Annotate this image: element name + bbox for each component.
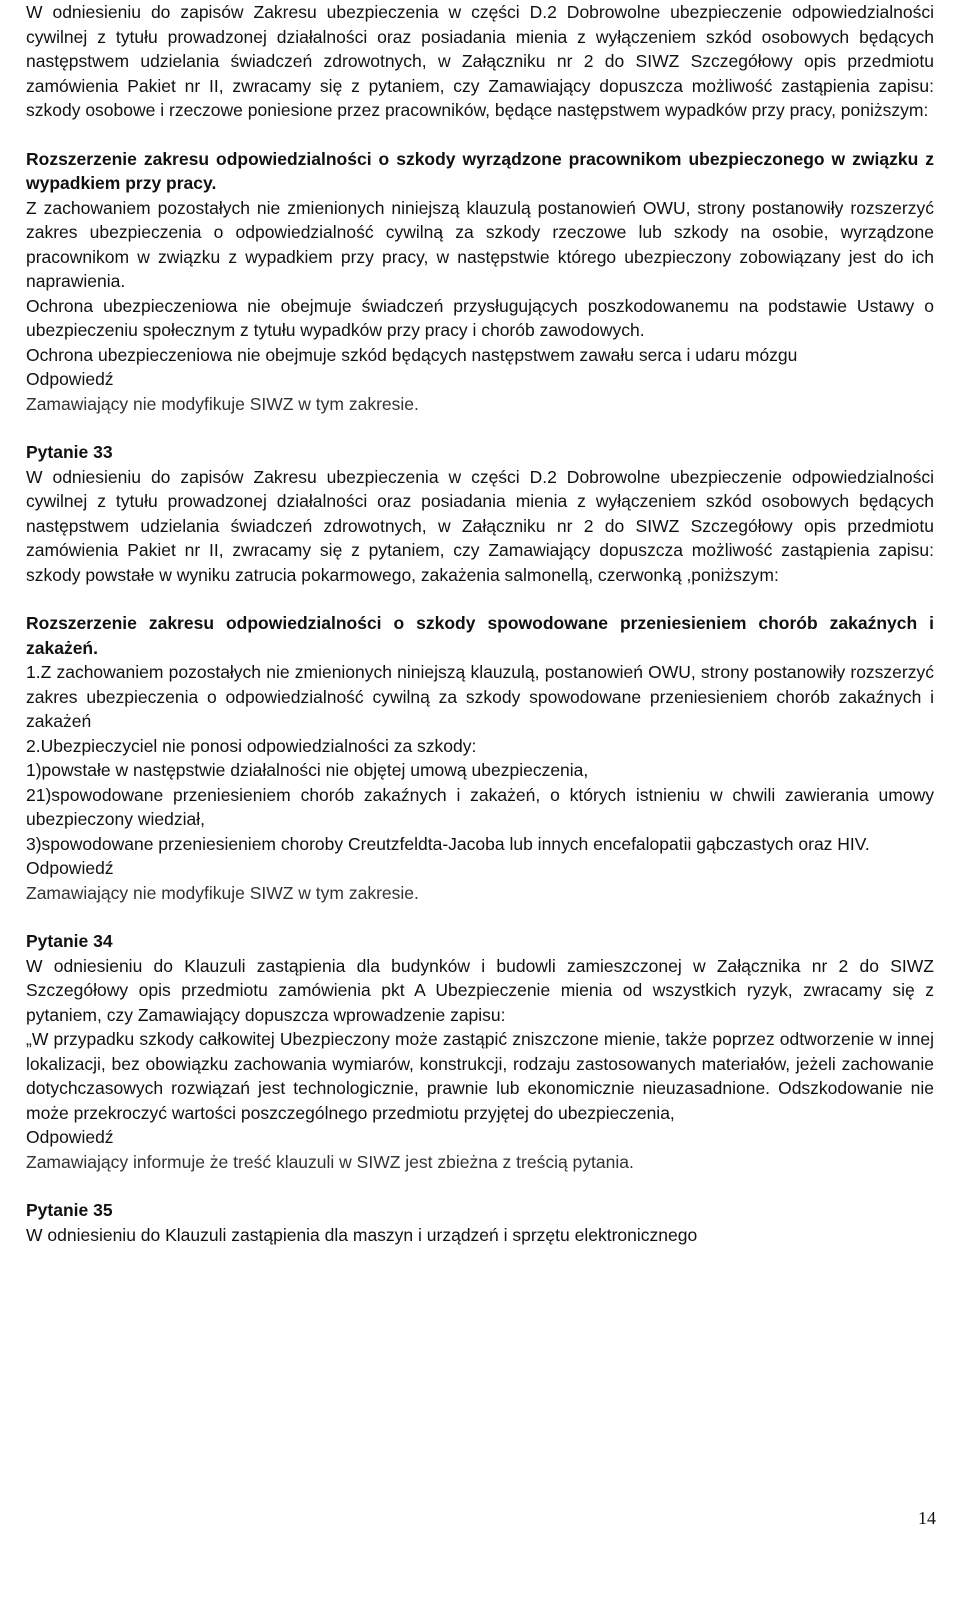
question-title: Pytanie 33: [26, 442, 113, 462]
answer-text: Zamawiający nie modyfikuje SIWZ w tym zakresie.: [26, 393, 419, 414]
paragraph: 2.Ubezpieczyciel nie ponosi odpowiedzialności za szkody:: [26, 735, 477, 756]
paragraph: W odniesieniu do Klauzuli zastąpienia dla maszyn i urządzeń i sprzętu elektronicznego: [26, 1224, 698, 1245]
paragraph: 3)spowodowane przeniesieniem choroby Creutzfeldta-Jacoba lub innych encefalopatii gąbczastych oraz HIV.: [26, 833, 870, 854]
paragraph: „W przypadku szkody całkowitej Ubezpieczony może zastąpić zniszczone mienie, także poprzez odtworzenie w innej lokalizacji, bez obowiązku zachowania wymiarów, konstrukcji, rodzaju zastosowanych materiałów, jeżeli zachowanie dotychczasowych rozwiązań jest technologicznie, prawnie lub ekonomicznie nieuzasadnione. Odszkodowanie nie może przekroczyć wartości poszczególnego przedmiotu przyjętej do ubezpieczenia,: [26, 1029, 934, 1123]
answer-label: Odpowiedź: [26, 369, 114, 389]
paragraph: 1.Z zachowaniem pozostałych nie zmienionych niniejszą klauzulą, postanowień OWU, strony postanowiły rozszerzyć zakres ubezpieczenia o odpowiedzialność cywilną za szkody spowodowane przeniesieniem chorób zakaźnych i zakażeń: [26, 662, 934, 731]
paragraph: Ochrona ubezpieczeniowa nie obejmuje szkód będących następstwem zawału serca i udaru mózgu: [26, 344, 798, 365]
question-title: Pytanie 34: [26, 931, 113, 951]
paragraph: Ochrona ubezpieczeniowa nie obejmuje świadczeń przysługujących poszkodowanemu na podstawie Ustawy o ubezpieczeniu społecznym z tytułu wypadków przy pracy i chorób zawodowych.: [26, 295, 934, 340]
paragraph: W odniesieniu do zapisów Zakresu ubezpieczenia w części D.2 Dobrowolne ubezpieczenie odpowiedzialności cywilnej z tytułu prowadzonej działalności oraz posiadania mienia z wyłączeniem szkód osobowych będących następstwem udzielania świadczeń zdrowotnych, w Załączniku nr 2 do SIWZ Szczegółowy opis przedmiotu zamówienia Pakiet nr II, zwracamy się z pytaniem, czy Zamawiający dopuszcza możliwość zastąpienia zapisu: szkody powstałe w wyniku zatrucia pokarmowego, zakażenia salmonellą, czerwonką ,poniższym:: [26, 466, 934, 585]
paragraph: 1)powstałe w następstwie działalności nie objętej umową ubezpieczenia,: [26, 760, 589, 780]
answer-label: Odpowiedź: [26, 1127, 114, 1147]
spacer: [26, 1174, 934, 1198]
paragraph: Z zachowaniem pozostałych nie zmienionych niniejszą klauzulą postanowień OWU, strony postanowiły rozszerzyć zakres ubezpieczenia o odpowiedzialność cywilną za szkody rzeczowe lub szkody na osobie, wyrządzone pracownikom w związku z wypadkiem przy pracy, w następstwie którego ubezpieczony zobowiązany jest do ich naprawienia.: [26, 197, 934, 291]
question-title: Pytanie 35: [26, 1200, 113, 1220]
clause-heading: Rozszerzenie zakresu odpowiedzialności o szkody wyrządzone pracownikom ubezpieczonego w związku z wypadkiem przy pracy.: [26, 148, 934, 193]
document-body: [26, 0, 934, 1247]
answer-text: Zamawiający nie modyfikuje SIWZ w tym zakresie.: [26, 882, 419, 903]
spacer: [26, 587, 934, 611]
paragraph: W odniesieniu do Klauzuli zastąpienia dla budynków i budowli zamieszczonej w Załącznika nr 2 do SIWZ Szczegółowy opis przedmiotu zamówienia pkt A Ubezpieczenie mienia od wszystkich ryzyk, zwracamy się z pytaniem, czy Zamawiający dopuszcza wprowadzenie zapisu:: [26, 955, 934, 1025]
paragraph: 21)spowodowane przeniesieniem chorób zakaźnych i zakażeń, o których istnieniu w chwili zawierania umowy ubezpieczony wiedział,: [26, 784, 934, 829]
clause-heading: Rozszerzenie zakresu odpowiedzialności o szkody spowodowane przeniesieniem chorób zakaźnych i zakażeń.: [26, 613, 934, 658]
spacer: [26, 123, 934, 147]
answer-label: Odpowiedź: [26, 858, 114, 878]
paragraph: W odniesieniu do zapisów Zakresu ubezpieczenia w części D.2 Dobrowolne ubezpieczenie odpowiedzialności cywilnej z tytułu prowadzonej działalności oraz posiadania mienia z wyłączeniem szkód osobowych będących następstwem udzielania świadczeń zdrowotnych, w Załączniku nr 2 do SIWZ Szczegółowy opis przedmiotu zamówienia Pakiet nr II, zwracamy się z pytaniem, czy Zamawiający dopuszcza możliwość zastąpienia zapisu: szkody osobowe i rzeczowe poniesione przez pracowników, będące następstwem wypadków przy pracy, poniższym:: [26, 2, 934, 120]
spacer: [26, 905, 934, 929]
spacer: [26, 416, 934, 440]
page-number: 14: [918, 1508, 936, 1528]
answer-text: Zamawiający informuje że treść klauzuli w SIWZ jest zbieżna z treścią pytania.: [26, 1151, 634, 1172]
